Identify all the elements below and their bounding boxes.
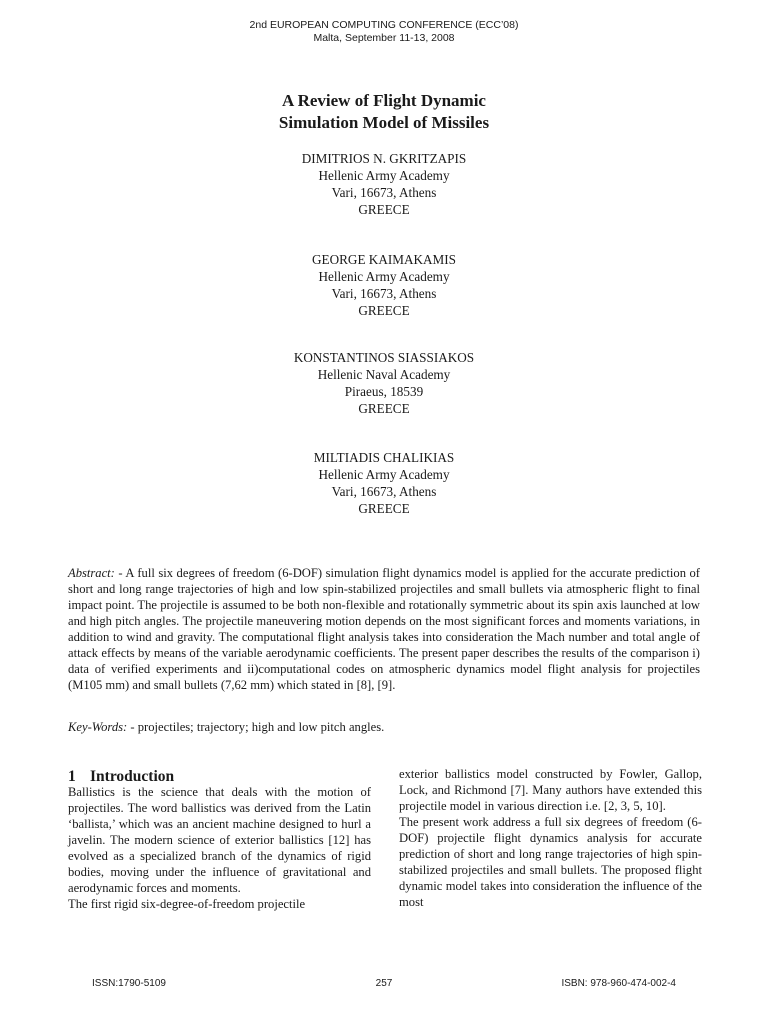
- author-name: GEORGE KAIMAKAMIS: [312, 252, 456, 267]
- footer-isbn: ISBN: 978-960-474-002-4: [561, 978, 676, 989]
- right-column: [399, 766, 702, 910]
- paper-title-line-2: Simulation Model of Missiles: [278, 113, 490, 132]
- conference-location-date: Malta, September 11-13, 2008: [313, 32, 455, 44]
- paper-title-line-1: A Review of Flight Dynamic: [282, 91, 486, 110]
- author-country: GREECE: [358, 401, 410, 416]
- keywords-text: projectiles; trajectory; high and low pitch angles.: [134, 720, 385, 734]
- left-column: [68, 765, 371, 912]
- body-paragraph: The first rigid six-degree-of-freedom projectile: [68, 897, 306, 911]
- abstract-text: A full six degrees of freedom (6-DOF) simulation flight dynamics model is applied for the accurate prediction of short and long range trajectories of high and low spin-stabilized projectiles and small bullets via atmospheric flight to final impact point. The projectile is assumed to be both non-flexible and rotationally symmetric about its spin axis launched at low and high pitch angles. The projectile maneuvering motion depends on the most significant forces and moments variations, in addition to wind and gravity. The computational flight analysis takes into consideration the Mach number and total angle of attack effects by means of the variable aerodynamic coefficients. The present paper describes the results of the comparison i) data of verified experiments and ii)computational codes on atmospheric dynamics model flight analysis for projectiles (M105 mm) and small bullets (7,62 mm) which stated in [8], [9].: [68, 566, 701, 692]
- conference-header: 2nd EUROPEAN COMPUTING CONFERENCE (ECC’08): [249, 19, 519, 31]
- author-address: Vari, 16673, Athens: [331, 286, 437, 301]
- section-title: Introduction: [90, 768, 175, 785]
- author-institution: Hellenic Naval Academy: [317, 367, 451, 382]
- footer-page-number: 257: [375, 978, 393, 989]
- author-address: Vari, 16673, Athens: [331, 484, 437, 499]
- author-institution: Hellenic Army Academy: [318, 168, 450, 183]
- body-paragraph: Ballistics is the science that deals with the motion of projectiles. The word ballistics was derived from the Latin ‘ballista,’ which was an ancient machine designed to hurl a javelin. The modern science of exterior ballistics [12] has evolved as a specialized branch of the dynamics of rigid bodies, moving under the influence of gravitational and aerodynamic forces and moments.: [68, 785, 371, 895]
- section-number: 1: [68, 768, 76, 785]
- author-block: [0, 449, 768, 517]
- author-block: [0, 150, 768, 218]
- footer-issn: ISSN:1790-5109: [92, 978, 166, 989]
- author-block: [0, 349, 768, 417]
- author-name: MILTIADIS CHALIKIAS: [313, 450, 455, 465]
- abstract-label: Abstract: -: [68, 566, 123, 580]
- author-address: Piraeus, 18539: [344, 384, 424, 399]
- keywords-label: Key-Words: -: [68, 720, 135, 734]
- author-name: KONSTANTINOS SIASSIAKOS: [293, 350, 475, 365]
- abstract: [68, 565, 700, 693]
- author-name: DIMITRIOS N. GKRITZAPIS: [301, 151, 467, 166]
- author-country: GREECE: [358, 303, 410, 318]
- author-institution: Hellenic Army Academy: [318, 269, 450, 284]
- author-country: GREECE: [358, 501, 410, 516]
- body-paragraph: The present work address a full six degrees of freedom (6-DOF) projectile flight dynamics analysis for accurate prediction of short and long range trajectories of high spin-stabilized projectiles and small bullets. The proposed flight dynamic model takes into consideration the influence of the most: [399, 815, 702, 909]
- author-address: Vari, 16673, Athens: [331, 185, 437, 200]
- author-institution: Hellenic Army Academy: [318, 467, 450, 482]
- author-country: GREECE: [358, 202, 410, 217]
- body-paragraph: exterior ballistics model constructed by Fowler, Gallop, Lock, and Richmond [7]. Many authors have extended this projectile model in various direction i.e. [2, 3, 5, 10].: [399, 767, 702, 813]
- keywords: [68, 719, 700, 735]
- author-block: [0, 251, 768, 319]
